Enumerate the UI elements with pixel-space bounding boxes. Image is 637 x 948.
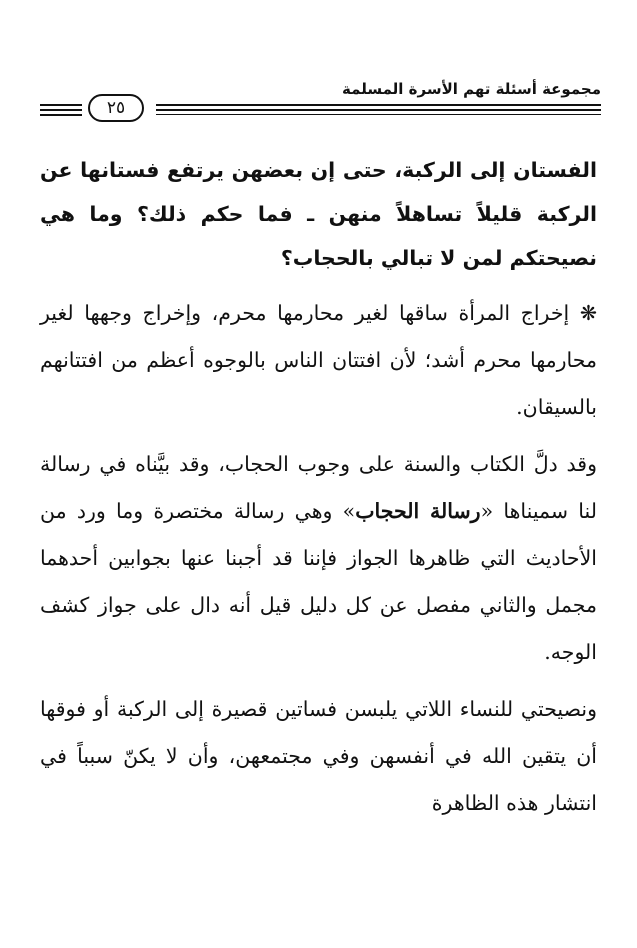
book-title: مجموعة أسئلة تهم الأسرة المسلمة <box>342 80 601 98</box>
header-rule <box>156 109 601 111</box>
header-rule-left <box>40 104 82 119</box>
treatise-title: رسالة الحجاب <box>355 499 481 523</box>
answer-paragraph-2 <box>40 441 597 676</box>
page-content <box>40 148 597 827</box>
answer-paragraph-3: ونصيحتي للنساء اللاتي يلبسن فساتين قصيرة إلى الركبة أو فوقها أن يتقين الله في أنفسهن وفي مجتمعهن، وأن لا يكنّ سبباً في انتشار هذه الظاهرة <box>40 697 597 815</box>
page-number: ٢٥ <box>88 94 144 122</box>
header-rule <box>156 104 601 106</box>
answer-paragraph-1: ❋ إخراج المرأة ساقها لغير محارمها محرم، وإخراج وجهها لغير محارمها محرم أشد؛ لأن افتتان الناس بالوجوه أعظم من افتتانهم بالسيقان. <box>40 301 597 419</box>
header-rule <box>156 114 601 115</box>
question-text: الفستان إلى الركبة، حتى إن بعضهن يرتفع فستانها عن الركبة قليلاً تساهلاً منهن ـ فما حكم ذلك؟ وما هي نصيحتكم لمن لا تبالي بالحجاب؟ <box>40 158 597 270</box>
answer-paragraph-2-end: » وهي رسالة مختصرة وما ورد من الأحاديث التي ظاهرها الجواز فإننا قد أجبنا عنها بجوابين أحدهما مجمل والثاني مفصل عن كل دليل قيل أنه دال على جواز كشف الوجه. <box>40 499 597 664</box>
answer-paragraph-2-start: وقد دلَّ الكتاب والسنة على وجوب الحجاب، وقد بيَّناه في رسالة لنا سميناها « <box>40 452 597 523</box>
page-header <box>40 78 601 128</box>
